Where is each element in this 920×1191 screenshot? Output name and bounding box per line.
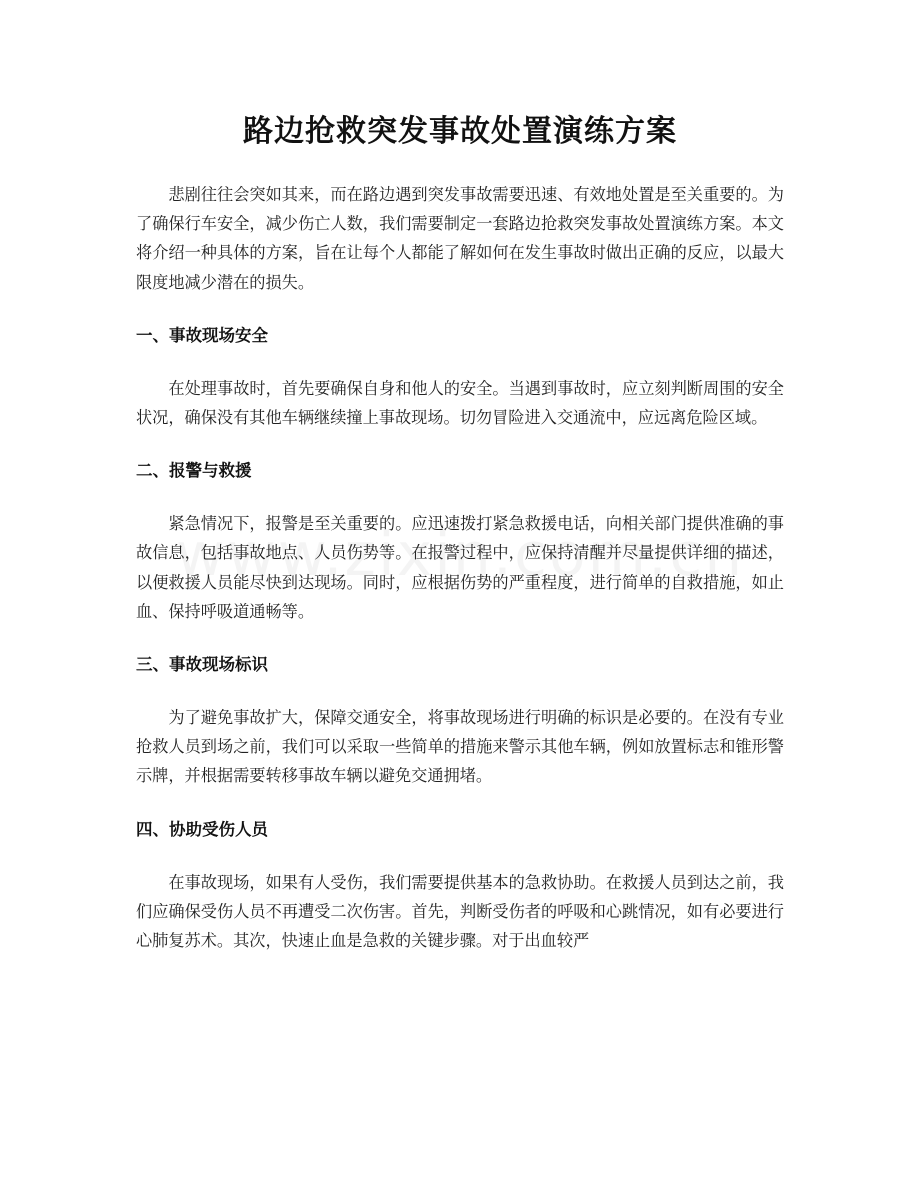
intro-paragraph: 悲剧往往会突如其来，而在路边遇到突发事故需要迅速、有效地处置是至关重要的。为了确保行车安全，减少伤亡人数，我们需要制定一套路边抢救突发事故处置演练方案。本文将介绍一种具体的方案，旨在让每个人都能了解如何在发生事故时做出正确的反应，以最大限度地减少潜在的损失。 xyxy=(136,185,784,292)
document-body xyxy=(136,180,784,982)
section-heading-alarm-rescue: 二、报警与救援 xyxy=(136,461,252,481)
section-heading-assist-injured: 四、协助受伤人员 xyxy=(136,819,268,839)
paragraph-scene-safety: 在处理事故时，首先要确保自身和他人的安全。当遇到事故时，应立刻判断周围的安全状况，确保没有其他车辆继续撞上事故现场。切勿冒险进入交通流中，应远离危险区域。 xyxy=(136,378,784,428)
paragraph-assist-injured: 在事故现场，如果有人受伤，我们需要提供基本的急救协助。在救援人员到达之前，我们应确保受伤人员不再遭受二次伤害。首先，判断受伤者的呼吸和心跳情况，如有必要进行心肺复苏术。其次，快速止血是急救的关键步骤。对于出血较严 xyxy=(136,872,784,951)
section-heading-scene-safety: 一、事故现场安全 xyxy=(136,325,268,345)
paragraph-alarm-rescue: 紧急情况下，报警是至关重要的。应迅速拨打紧急救援电话，向相关部门提供准确的事故信息，包括事故地点、人员伤势等。在报警过程中，应保持清醒并尽量提供详细的描述，以便救援人员能尽快到达现场。同时，应根据伤势的严重程度，进行简单的自救措施，如止血、保持呼吸道通畅等。 xyxy=(136,514,784,621)
paragraph-scene-marking: 为了避免事故扩大，保障交通安全，将事故现场进行明确的标识是必要的。在没有专业抢救人员到场之前，我们可以采取一些简单的措施来警示其他车辆，例如放置标志和锥形警示牌，并根据需要转移事故车辆以避免交通拥堵。 xyxy=(136,708,784,786)
section-heading-scene-marking: 三、事故现场标识 xyxy=(136,655,268,675)
document-title: 路边抢救突发事故处置演练方案 xyxy=(243,114,677,149)
